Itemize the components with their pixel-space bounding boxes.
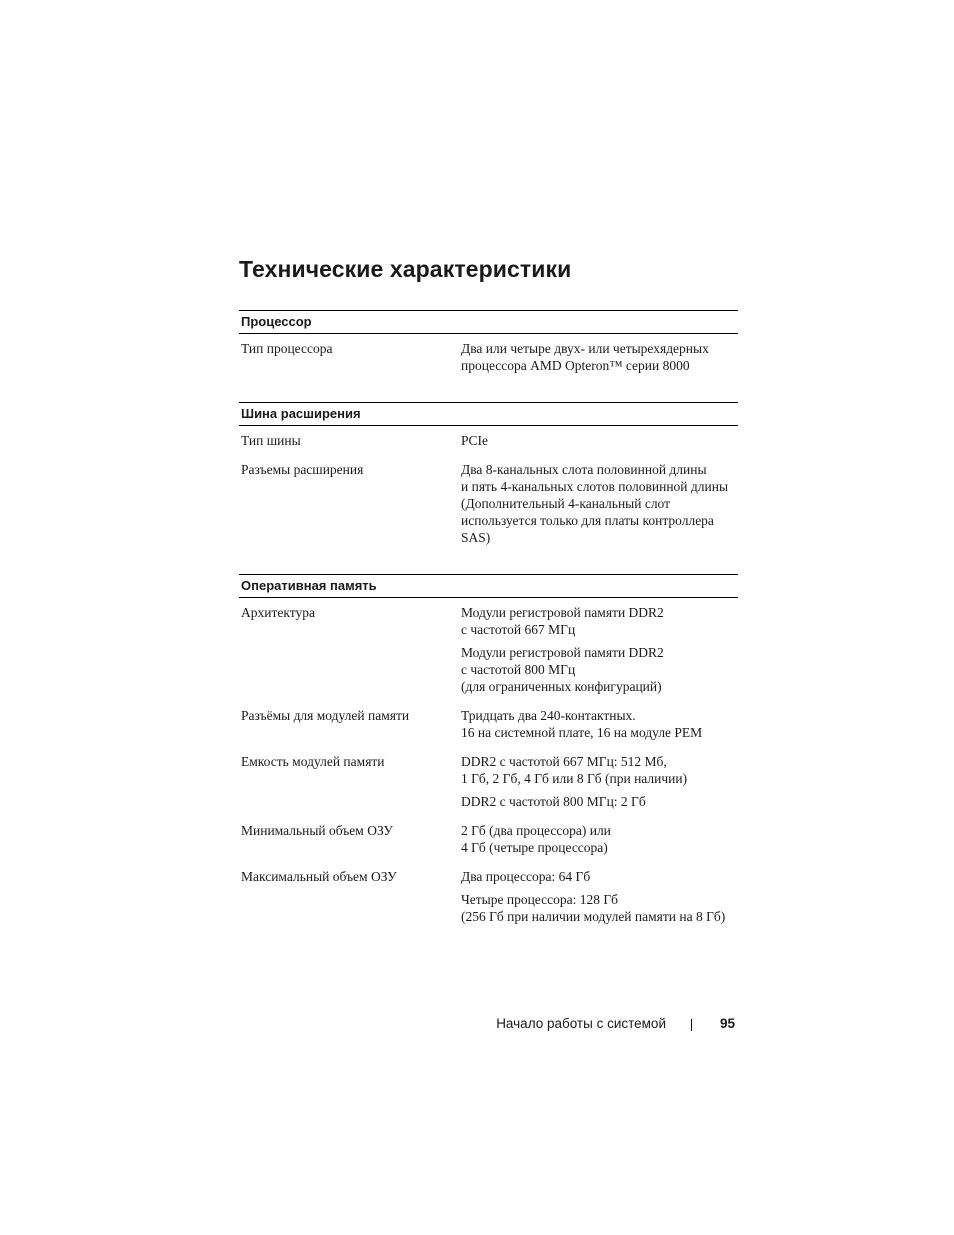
section-heading: Шина расширения [239, 402, 738, 426]
spec-row [239, 598, 738, 701]
spec-row [239, 334, 738, 380]
spec-value [461, 822, 738, 856]
spec-values [461, 340, 738, 380]
spec-row [239, 747, 738, 816]
section-heading: Процессор [239, 310, 738, 334]
spec-label: Минимальный объем ОЗУ [241, 823, 393, 838]
spec-value [461, 891, 738, 925]
spec-values [461, 432, 738, 455]
spec-label: Разъемы расширения [241, 462, 364, 477]
spec-value [461, 868, 738, 885]
spec-value-line: 2 Гб (два процессора) или [461, 823, 611, 838]
spec-section [239, 310, 738, 380]
spec-value-line: DDR2 с частотой 667 МГц: 512 Мб, [461, 754, 667, 769]
spec-values [461, 822, 738, 862]
spec-label: Тип шины [241, 433, 301, 448]
spec-value-line: Два или четыре двух- или четырехядерных [461, 341, 709, 356]
section-heading: Оперативная память [239, 574, 738, 598]
page-title: Технические характеристики [239, 256, 572, 282]
spec-section [239, 574, 738, 931]
spec-value [461, 432, 738, 449]
footer-separator [691, 1019, 692, 1031]
spec-value-line: PCIe [461, 433, 488, 448]
spec-value-line: Модули регистровой памяти DDR2 [461, 605, 664, 620]
spec-label: Разъёмы для модулей памяти [241, 708, 410, 723]
spec-value-line: Два процессора: 64 Гб [461, 869, 591, 884]
spec-value-line: (Дополнительный 4-канальный слот [461, 496, 671, 511]
spec-value-line: с частотой 800 МГц [461, 662, 576, 677]
spec-value-line: Тридцать два 240-контактных. [461, 708, 636, 723]
spec-label: Максимальный объем ОЗУ [241, 869, 397, 884]
spec-values [461, 868, 738, 931]
spec-value-line: Четыре процессора: 128 Гб [461, 892, 619, 907]
spec-values [461, 461, 738, 552]
spec-row [239, 455, 738, 552]
spec-value [461, 461, 738, 546]
page-number: 95 [720, 1016, 736, 1031]
spec-row [239, 816, 738, 862]
spec-values [461, 604, 738, 701]
spec-value-line: DDR2 с частотой 800 МГц: 2 Гб [461, 794, 646, 809]
spec-value-line: 4 Гб (четыре процессора) [461, 840, 608, 855]
spec-row [239, 426, 738, 455]
spec-label: Архитектура [241, 605, 315, 620]
footer-title: Начало работы с системой [496, 1016, 666, 1031]
spec-value-line: Модули регистровой памяти DDR2 [461, 645, 664, 660]
spec-value [461, 707, 738, 741]
spec-value-line: используется только для платы контроллера [461, 513, 714, 528]
spec-value-line: с частотой 667 МГц [461, 622, 576, 637]
spec-value-line: (для ограниченных конфигураций) [461, 679, 662, 694]
spec-label: Тип процессора [241, 341, 333, 356]
spec-table [239, 310, 738, 953]
spec-value [461, 793, 738, 810]
spec-value-line: и пять 4-канальных слотов половинной длины [461, 479, 729, 494]
spec-value-line: Два 8-канальных слота половинной длины [461, 462, 707, 477]
spec-label: Емкость модулей памяти [241, 754, 385, 769]
spec-value-line: (256 Гб при наличии модулей памяти на 8 Гб) [461, 909, 726, 924]
spec-row [239, 701, 738, 747]
spec-values [461, 707, 738, 747]
spec-value-line: SAS) [461, 530, 491, 545]
spec-value [461, 340, 738, 374]
spec-values [461, 753, 738, 816]
spec-row [239, 862, 738, 931]
spec-section [239, 402, 738, 552]
spec-value-line: 1 Гб, 2 Гб, 4 Гб или 8 Гб (при наличии) [461, 771, 688, 786]
spec-value [461, 604, 738, 638]
spec-value-line: 16 на системной плате, 16 на модуле PEM [461, 725, 703, 740]
spec-value [461, 644, 738, 695]
spec-value [461, 753, 738, 787]
spec-value-line: процессора AMD Opteron™ серии 8000 [461, 358, 690, 373]
